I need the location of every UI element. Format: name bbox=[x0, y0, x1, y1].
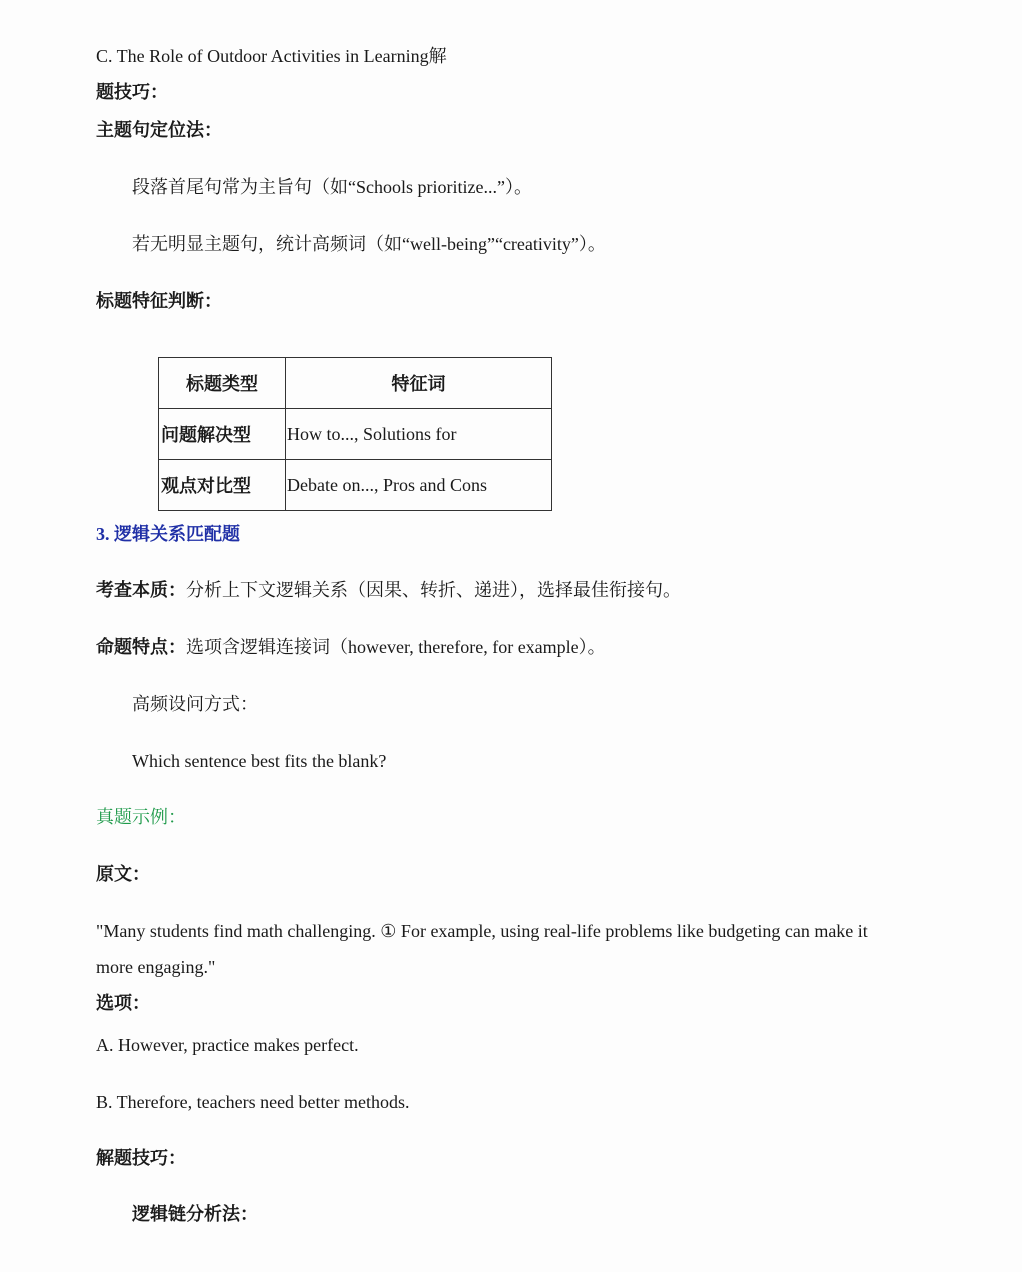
topic-point-2: 若无明显主题句，统计高频词（如“well-being”“creativity”）。 bbox=[132, 234, 606, 254]
essence-line bbox=[96, 578, 681, 602]
essence-text: 分析上下文逻辑关系（因果、转折、递进），选择最佳衔接句。 bbox=[186, 580, 681, 600]
table-header-words: 特征词 bbox=[286, 358, 552, 409]
topic-point-1: 段落首尾句常为主旨句（如“Schools prioritize...”）。 bbox=[132, 177, 532, 197]
question-way-label: 高频设问方式： bbox=[132, 694, 258, 714]
solving-tips-label: 解题技巧： bbox=[96, 1148, 186, 1168]
section-3-heading: 3. 逻辑关系匹配题 bbox=[96, 524, 240, 544]
feature-label: 命题特点： bbox=[96, 637, 186, 657]
essence-label: 考查本质： bbox=[96, 580, 186, 600]
table-cell-type: 问题解决型 bbox=[159, 409, 286, 460]
table-cell-words: Debate on..., Pros and Cons bbox=[286, 460, 552, 511]
table-cell-words: How to..., Solutions for bbox=[286, 409, 552, 460]
option-a: A. However, practice makes perfect. bbox=[96, 1035, 359, 1055]
passage-line-2: more engaging." bbox=[96, 957, 216, 977]
feature-line bbox=[96, 635, 606, 659]
table-header-type: 标题类型 bbox=[159, 358, 286, 409]
option-c-line: C. The Role of Outdoor Activities in Learning解 bbox=[96, 46, 447, 66]
title-feature-table bbox=[158, 357, 552, 511]
logic-chain-heading: 逻辑链分析法： bbox=[132, 1204, 258, 1224]
table-header-row bbox=[159, 358, 552, 409]
option-b: B. Therefore, teachers need better methods. bbox=[96, 1092, 410, 1112]
options-label: 选项： bbox=[96, 993, 150, 1013]
example-label: 真题示例： bbox=[96, 807, 186, 827]
topic-method-heading: 主题句定位法： bbox=[96, 120, 222, 140]
question-way-text: Which sentence best fits the blank? bbox=[132, 751, 387, 771]
table-cell-type: 观点对比型 bbox=[159, 460, 286, 511]
feature-text: 选项含逻辑连接词（however, therefore, for example）。 bbox=[186, 637, 606, 657]
original-label: 原文： bbox=[96, 864, 150, 884]
passage-line-1: "Many students find math challenging. ① For example, using real-life problems like budgeting can make it bbox=[96, 921, 868, 941]
table-row bbox=[159, 409, 552, 460]
tips-label: 题技巧： bbox=[96, 82, 168, 102]
title-judge-heading: 标题特征判断： bbox=[96, 291, 222, 311]
table-row bbox=[159, 460, 552, 511]
